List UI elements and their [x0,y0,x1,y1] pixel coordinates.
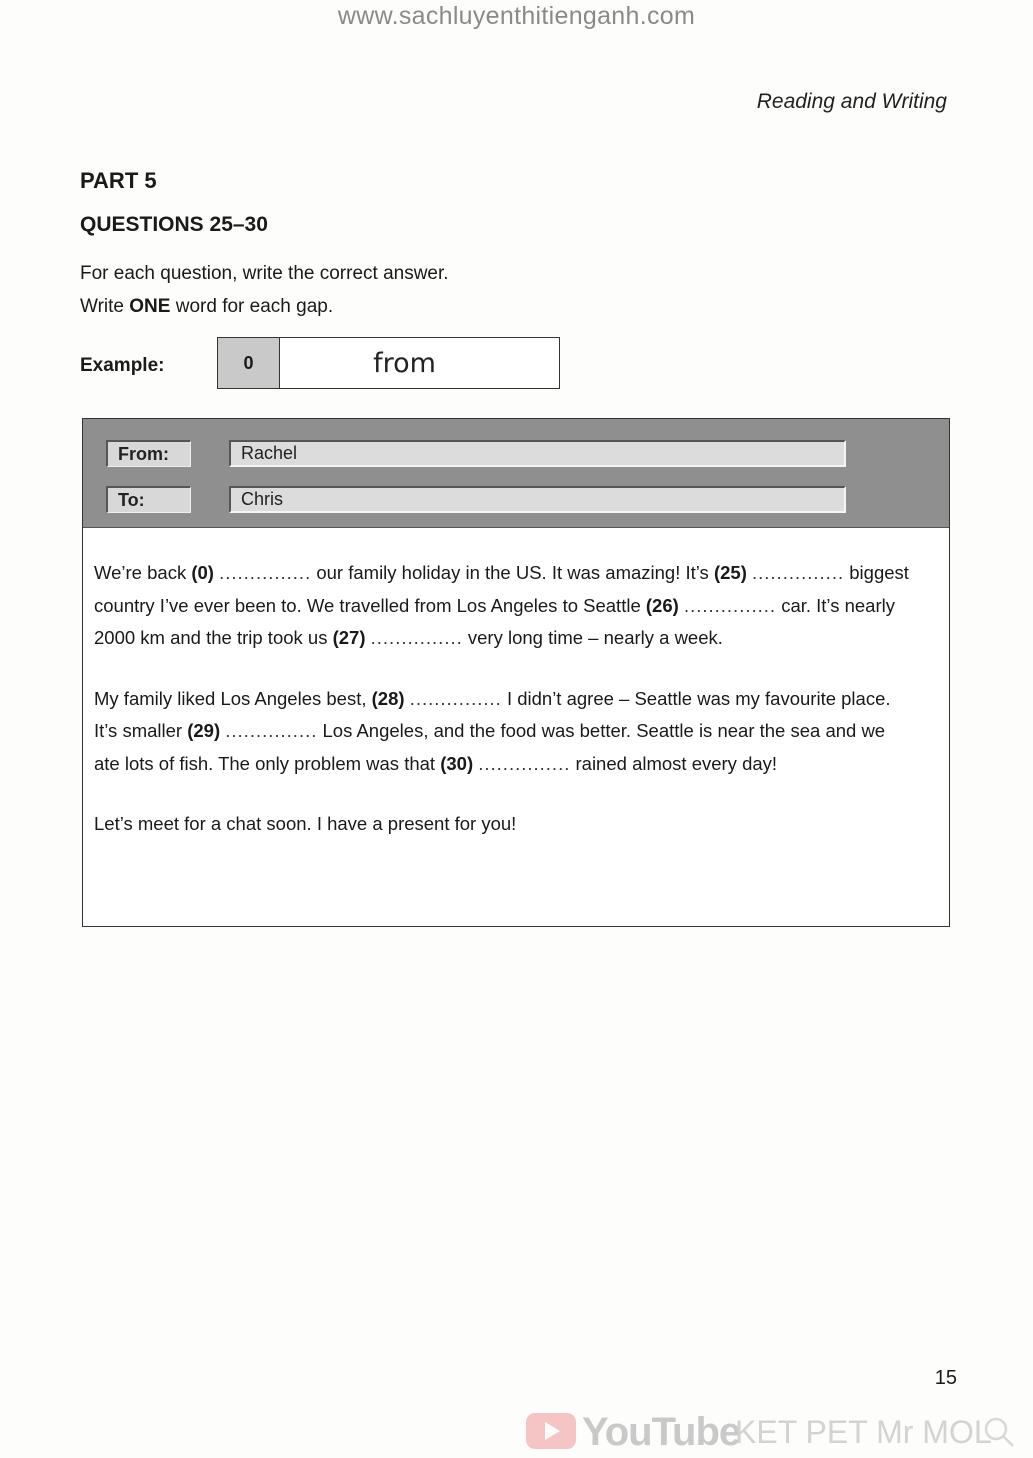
text-span: our family holiday in the US. It was amazing! It’s [316,562,709,583]
to-field: Chris [229,486,846,513]
text-span: My family liked Los Angeles best, [94,687,367,709]
text-span: rained almost every day! [575,752,778,774]
question-25: (25) [713,562,747,583]
email-panel [82,418,950,927]
text-span: I didn’t agree – Seattle was my favourite place. It’s smaller [94,687,891,741]
from-field: Rachel [229,440,846,467]
question-0: (0) [191,562,214,583]
page-number: 15 [934,1367,957,1389]
channel-name: KET PET Mr MOL [735,1414,992,1450]
gap-28: ............... [409,687,502,709]
email-body [94,557,914,841]
youtube-icon [525,1412,577,1450]
gap-27: ............... [370,627,463,648]
text-span: We’re back [94,562,187,583]
text-span: car. It’s nearly 2000 km and the trip took us [94,594,895,648]
instruction-line-2 [80,296,333,318]
example-label: Example: [80,355,165,376]
youtube-wordmark: YouTube [582,1410,741,1454]
question-27: (27) [332,627,366,648]
question-29: (29) [187,720,221,741]
watermark-url: www.sachluyenthitienganh.com [337,2,696,30]
example-answer: from [373,347,436,379]
question-26: (26) [645,594,679,616]
gap-26: ............... [683,594,777,616]
gap-25: ............... [752,562,845,583]
gap-0: ............... [219,562,312,583]
question-28: (28) [371,687,405,709]
gap-30: ............... [478,752,571,774]
section-header: Reading and Writing [756,90,947,113]
from-label: From: [106,440,191,467]
instruction-suffix: word for each gap. [175,296,334,317]
example-number: 0 [218,338,280,388]
question-30: (30) [440,752,474,774]
email-header [83,419,949,528]
search-icon [983,1416,1015,1448]
to-label: To: [106,486,191,513]
questions-title: QUESTIONS 25–30 [80,213,268,236]
text-span: Los Angeles, and the food was better. Seattle is near the sea and we ate lots of fish. The only problem was that [94,720,886,774]
instruction-prefix: Write [80,296,124,317]
text-span: biggest country I’ve ever been to. We travelled from Los Angeles to Seattle [94,562,909,616]
example-box [217,337,560,389]
email-paragraph-3: Let’s meet for a chat soon. I have a present for you! [94,813,517,834]
gap-29: ............... [225,720,318,741]
instruction-line-1: For each question, write the correct answer. [80,263,449,284]
part-title: PART 5 [80,168,157,193]
instruction-bold: ONE [129,296,171,317]
email-paragraph-2 [94,683,914,781]
text-span: very long time – nearly a week. [467,627,723,648]
email-paragraph-1 [94,557,914,655]
